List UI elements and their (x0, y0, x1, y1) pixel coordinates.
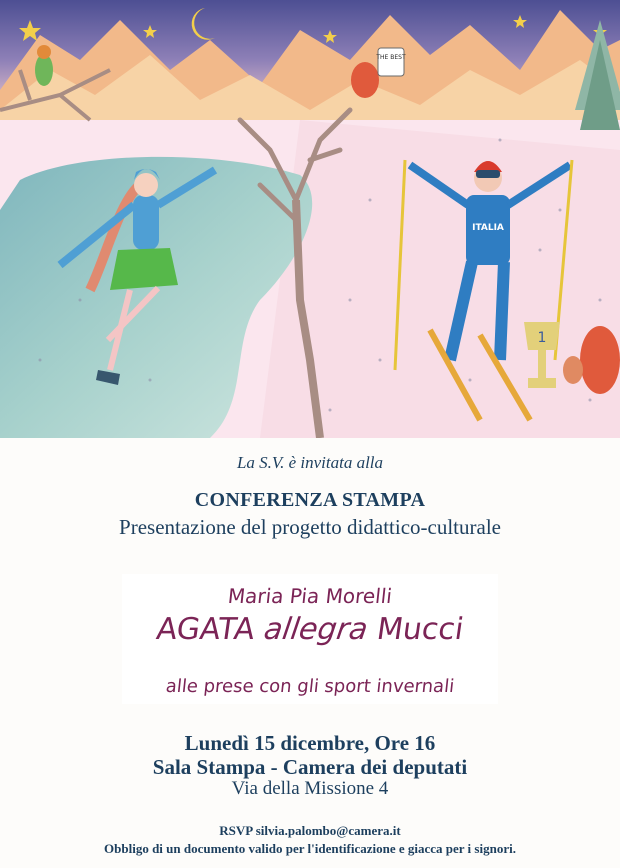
book-title (0, 612, 620, 647)
rsvp-contact: RSVP silvia.palombo@camera.it (219, 823, 401, 838)
trophy-sign-text: THE BEST (376, 54, 406, 61)
book-subtitle: alle prese con gli sport invernali (164, 676, 456, 697)
trophy-cup-number: 1 (537, 330, 547, 346)
event-subtitle: Presentazione del progetto didattico-culturale (119, 515, 501, 539)
invitation-intro: La S.V. è invitata alla (236, 453, 384, 472)
event-address: Via della Missione 4 (231, 778, 389, 799)
dress-code-note: Obbligo di un documento valido per l'identificazione e giacca per i signori. (104, 841, 516, 856)
event-title: CONFERENZA STAMPA (194, 489, 426, 511)
event-date-time: Lunedì 15 dicembre, Ore 16 (184, 731, 436, 755)
book-title-part2: allegra (261, 612, 370, 647)
book-author: Maria Pia Morelli (226, 584, 394, 608)
book-title-part1: AGATA (154, 612, 258, 647)
shirt-text: ITALIA (472, 223, 504, 233)
event-venue: Sala Stampa - Camera dei deputati (152, 755, 468, 779)
book-title-part3: Mucci (374, 612, 466, 647)
